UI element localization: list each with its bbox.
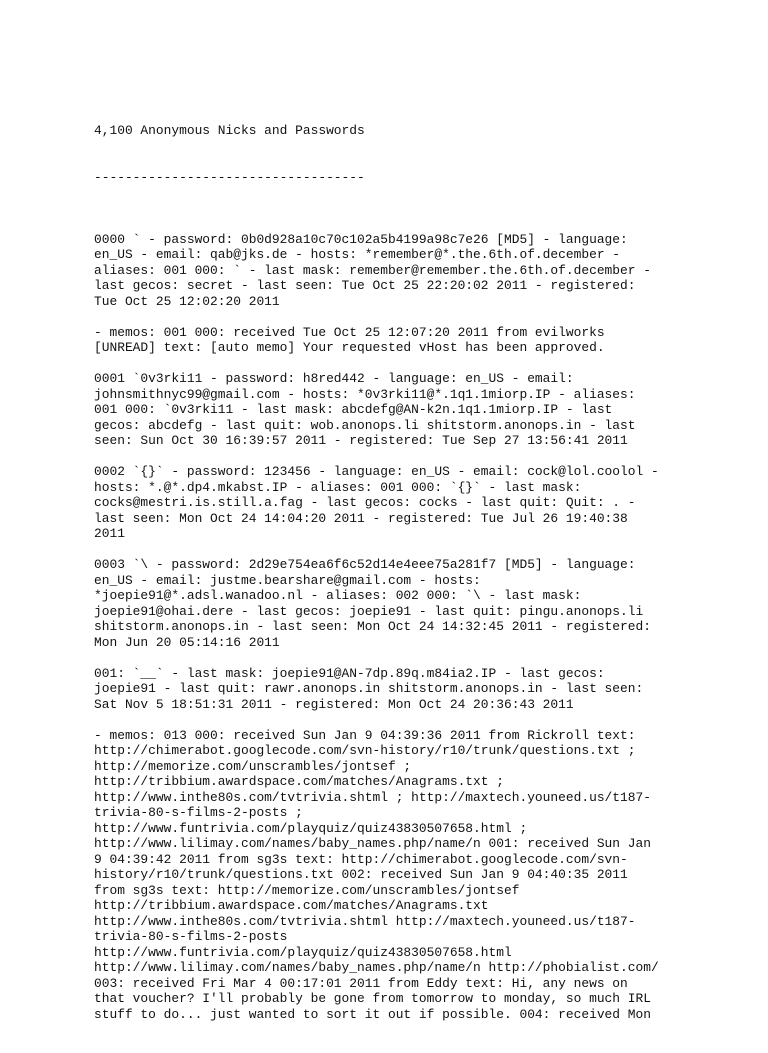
text-line: http://www.lilimay.com/names/baby_names.php/name/n 001: received Sun Jan <box>94 836 651 851</box>
text-line: from sg3s text: http://memorize.com/unscrambles/jontsef <box>94 882 520 898</box>
text-line: http://tribbium.awardspace.com/matches/Anagrams.txt ; <box>94 774 504 789</box>
text-paragraph <box>94 666 674 713</box>
text-line: trivia-80-s-films-2-posts <box>94 929 288 944</box>
text-line: - memos: 013 000: received Sun Jan 9 04:39:36 2011 from Rickroll text: <box>94 727 636 743</box>
text-line: cocks@mestri.is.still.a.fag - last gecos: cocks - last quit: Quit: . - <box>94 495 636 510</box>
text-line: shitstorm.anonops.in - last seen: Mon Oct 24 14:32:45 2011 - registered: <box>94 619 651 634</box>
text-line: http://tribbium.awardspace.com/matches/Anagrams.txt <box>94 898 489 913</box>
text-line: joepie91@ohai.dere - last gecos: joepie91 - last quit: pingu.anonops.li <box>94 603 644 619</box>
text-line: Mon Jun 20 05:14:16 2011 <box>94 634 280 650</box>
text-line: Sat Nov 5 18:51:31 2011 - registered: Mon Oct 24 20:36:43 2011 <box>94 696 574 712</box>
document-title: 4,100 Anonymous Nicks and Passwords <box>94 123 365 138</box>
text-line: 001: `__` - last mask: joepie91@AN-7dp.89q.m84ia2.IP - last gecos: <box>94 665 605 681</box>
document-body <box>94 232 674 1023</box>
text-line: Tue Oct 25 12:02:20 2011 <box>94 293 280 309</box>
text-line: joepie91 - last quit: rawr.anonops.in shitstorm.anonops.in - last seen: <box>94 681 644 696</box>
text-line: 0000 ` - password: 0b0d928a10c70c102a5b4199a98c7e26 [MD5] - language: <box>94 231 628 247</box>
text-line: http://www.funtrivia.com/playquiz/quiz43830507658.html ; <box>94 820 528 836</box>
text-paragraph <box>94 325 674 356</box>
text-paragraph <box>94 557 674 650</box>
text-line: 001 000: `0v3rki11 - last mask: abcdefg@AN-k2n.1q1.1miorp.IP - last <box>94 402 613 417</box>
text-paragraph <box>94 371 674 449</box>
text-line: http://www.funtrivia.com/playquiz/quiz43830507658.html <box>94 944 512 960</box>
text-line: trivia-80-s-films-2-posts ; <box>94 805 303 820</box>
text-line: hosts: *.@*.dp4.mkabst.IP - aliases: 001 000: `{}` - last mask: <box>94 479 582 495</box>
text-line: 0001 `0v3rki11 - password: h8red442 - language: en_US - email: <box>94 371 574 386</box>
text-line: johnsmithnyc99@gmail.com - hosts: *0v3rki11@*.1q1.1miorp.IP - aliases: <box>94 386 636 402</box>
text-line: http://www.lilimay.com/names/baby_names.php/name/n http://phobialist.com/ <box>94 960 659 975</box>
text-line: last seen: Mon Oct 24 14:04:20 2011 - registered: Tue Jul 26 19:40:38 <box>94 510 628 526</box>
text-line: aliases: 001 000: ` - last mask: remember@remember.the.6th.of.december - <box>94 262 651 278</box>
text-line: 0003 `\ - password: 2d29e754ea6f6c52d14e4eee75a281f7 [MD5] - language: <box>94 557 636 572</box>
text-line: http://www.inthe80s.com/tvtrivia.shtml http://maxtech.youneed.us/t187- <box>94 913 636 929</box>
text-line: en_US - email: justme.bearshare@gmail.com - hosts: <box>94 572 481 588</box>
text-line: en_US - email: qab@jks.de - hosts: *remember@*.the.6th.of.december - <box>94 247 621 262</box>
text-line: 2011 <box>94 526 125 541</box>
text-line: 003: received Fri Mar 4 00:17:01 2011 from Eddy text: Hi, any news on <box>94 975 628 991</box>
text-line: gecos: abcdefg - last quit: wob.anonops.li shitstorm.anonops.in - last <box>94 417 636 433</box>
text-line: 0002 `{}` - password: 123456 - language: en_US - email: cock@lol.coolol - <box>94 464 659 479</box>
text-line: - memos: 001 000: received Tue Oct 25 12:07:20 2011 from evilworks <box>94 324 605 340</box>
text-paragraph <box>94 232 674 310</box>
text-line: [UNREAD] text: [auto memo] Your requested vHost has been approved. <box>94 340 605 355</box>
text-line: stuff to do... just wanted to sort it out if possible. 004: received Mon <box>94 1006 651 1022</box>
title-underline: ----------------------------------- <box>94 169 365 185</box>
text-line: http://www.inthe80s.com/tvtrivia.shtml ; http://maxtech.youneed.us/t187- <box>94 789 651 805</box>
text-line: history/r10/trunk/questions.txt 002: received Sun Jan 9 04:40:35 2011 <box>94 867 628 882</box>
text-line: 9 04:39:42 2011 from sg3s text: http://chimerabot.googlecode.com/svn- <box>94 851 628 867</box>
text-line: that voucher? I'll probably be gone from tomorrow to monday, so much IRL <box>94 991 651 1006</box>
text-paragraph <box>94 464 674 542</box>
document-page <box>94 92 674 1053</box>
text-line: last gecos: secret - last seen: Tue Oct 25 22:20:02 2011 - registered: <box>94 278 636 293</box>
text-line: seen: Sun Oct 30 16:39:57 2011 - registered: Tue Sep 27 13:56:41 2011 <box>94 433 628 448</box>
text-line: http://chimerabot.googlecode.com/svn-history/r10/trunk/questions.txt ; <box>94 743 636 758</box>
text-line: http://memorize.com/unscrambles/jontsef ; <box>94 758 412 774</box>
text-paragraph <box>94 728 674 1023</box>
text-line: *joepie91@*.adsl.wanadoo.nl - aliases: 002 000: `\ - last mask: <box>94 588 582 603</box>
